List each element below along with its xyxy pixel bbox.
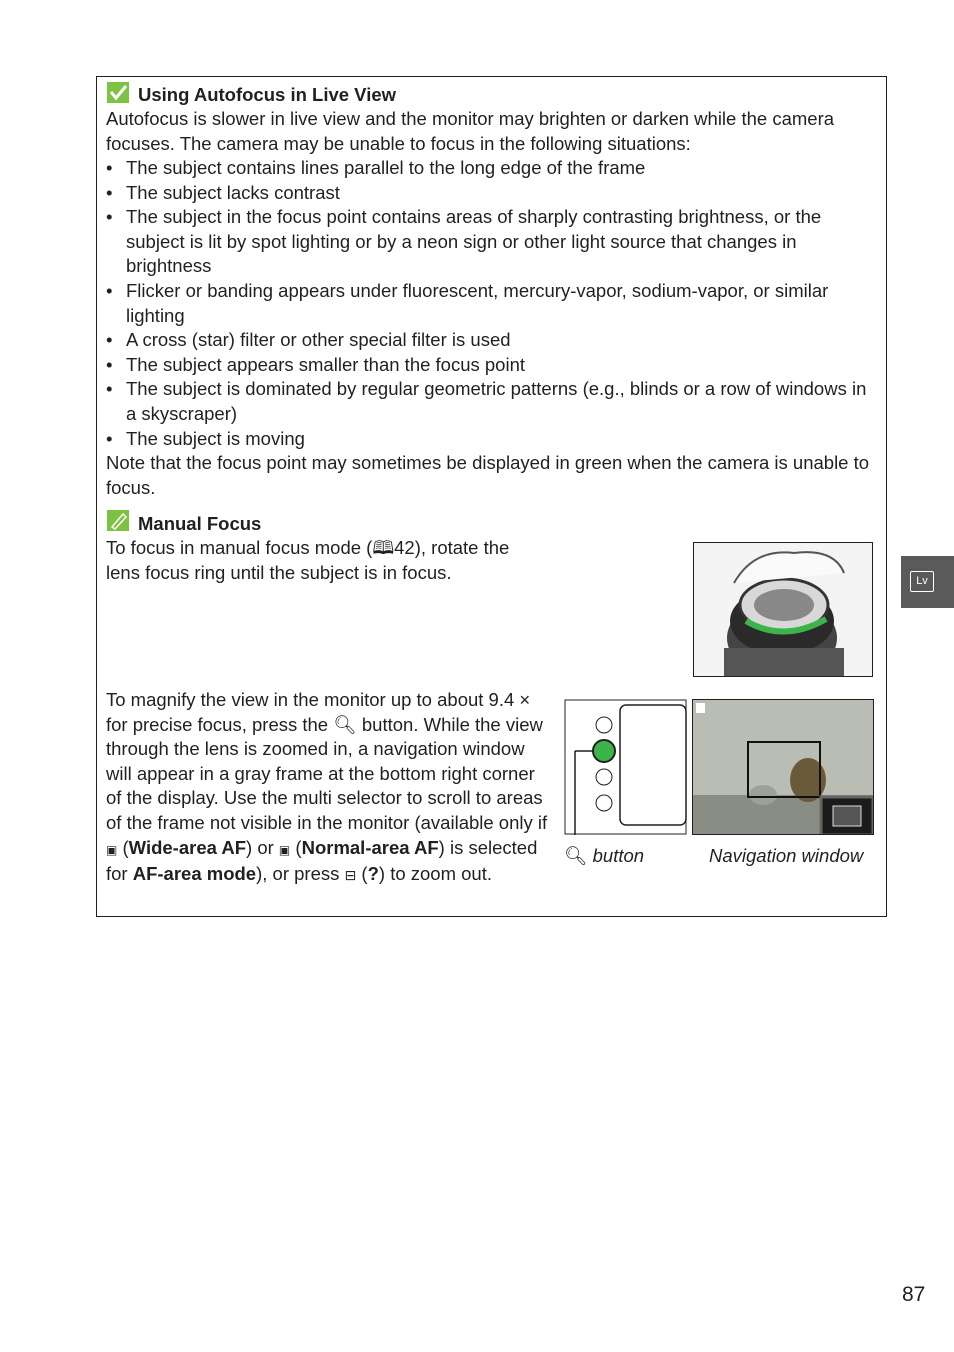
camera-back-illustration [564,699,687,835]
zoom-in-icon: 🔍︎ [564,845,588,866]
check-icon [107,82,129,103]
list-item: • The subject is moving [106,427,881,452]
pencil-icon [107,510,129,531]
zoom-in-icon: 🔍︎ [333,713,357,735]
manual-focus-heading: Manual Focus [138,513,262,534]
list-item: • The subject lacks contrast [106,181,881,206]
zoom-out-icon: ⊟ [344,867,357,884]
list-item: • The subject contains lines parallel to the long edge of the frame [106,156,881,181]
book-icon: 🕮 [372,537,395,558]
list-item: • Flicker or banding appears under fluorescent, mercury-vapor, sodium-vapor, or similar lighting [106,279,881,328]
live-view-icon: Lv [910,571,934,592]
list-item: • The subject is dominated by regular geometric patterns (e.g., blinds or a row of windows in a skyscraper) [106,377,881,426]
wide-area-af-icon: ▣ [106,842,118,857]
zoom-button-caption: 🔍︎ button [564,845,645,866]
list-item: • The subject appears smaller than the focus point [106,353,881,378]
zoomed-view-photo [692,699,874,835]
page-number: 87 [902,1283,926,1306]
lens-focus-ring-photo [693,542,873,677]
autofocus-note: Note that the focus point may sometimes be displayed in green when the camera is unable to focus. [106,452,870,498]
live-view-section-tab [901,556,954,608]
list-item: • A cross (star) filter or other special filter is used [106,328,881,353]
magnify-paragraph: To magnify the view in the monitor up to about 9.4 × for precise focus, press the 🔍︎ button. While the view through the lens is zoomed in, a navigation window will appear in a gray frame at the bottom right corner of the display. Use the multi selector to scroll to areas of the frame not visible in the monitor (available only if ▣ (Wide-area AF) or ▣ (Normal-area AF) is selected for AF-area mode), or press ⊟ (?) to zoom out. [106,689,548,885]
autofocus-heading: Using Autofocus in Live View [138,84,397,105]
manual-focus-paragraph: To focus in manual focus mode (🕮42), rotate the lens focus ring until the subject is in focus. [106,537,510,583]
normal-area-af-icon: ▣ [278,842,291,857]
autofocus-bullet-list [106,156,881,451]
list-item: • The subject in the focus point contains areas of sharply contrasting brightness, or the subject is lit by spot lighting or by a neon sign or other light source that changes in brightness [106,205,881,279]
autofocus-intro: Autofocus is slower in live view and the monitor may brighten or darken while the camera focuses. The camera may be unable to focus in the following situations: [106,108,835,154]
navigation-window-caption: Navigation window [709,845,864,866]
